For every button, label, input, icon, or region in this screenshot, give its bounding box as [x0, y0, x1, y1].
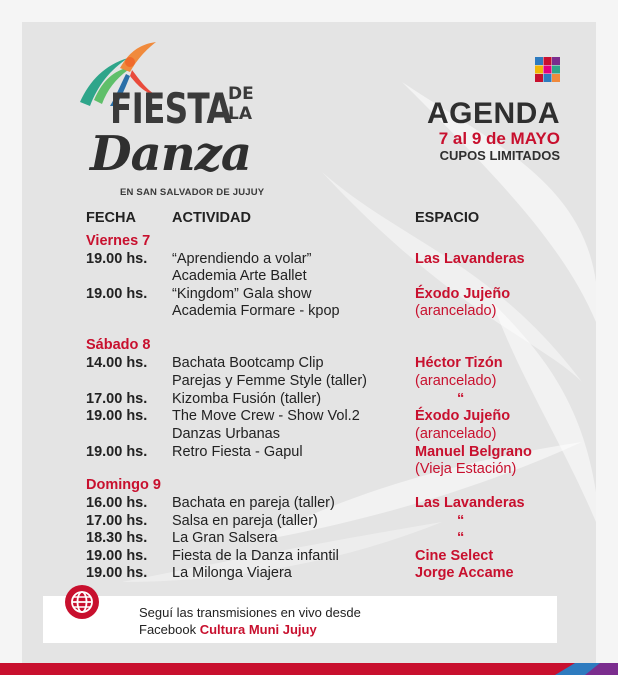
row-place: Cine Select [415, 548, 494, 564]
row-time: 19.00 hs. [86, 548, 148, 564]
logo-danza-text: Danza [90, 126, 251, 182]
row-activity: Academia Formare - kpop [172, 303, 340, 319]
logo-fiesta-text: FIESTA [110, 84, 232, 133]
row-activity: Bachata en pareja (taller) [172, 495, 335, 511]
color-squares-icon [535, 57, 560, 82]
bottom-color-bar [0, 663, 618, 675]
row-place: Éxodo Jujeño [415, 286, 511, 302]
row-place: (arancelado) [415, 426, 497, 442]
row-place: “ [457, 391, 465, 407]
globe-icon [65, 585, 99, 619]
row-place: (arancelado) [415, 303, 497, 319]
row-activity: “Aprendiendo a volar” [172, 251, 312, 267]
facebook-page-link[interactable]: Cultura Muni Jujuy [199, 622, 317, 637]
header-actividad: ACTIVIDAD [172, 210, 251, 226]
agenda-dates: 7 al 9 de MAYO [438, 129, 560, 148]
row-time: 18.30 hs. [86, 530, 148, 546]
row-time: 19.00 hs. [86, 251, 148, 267]
row-place: (arancelado) [415, 373, 497, 389]
agenda-note: CUPOS LIMITADOS [439, 148, 560, 163]
header-espacio: ESPACIO [415, 210, 480, 226]
row-activity: Parejas y Femme Style (taller) [172, 373, 367, 389]
row-activity: Danzas Urbanas [172, 426, 280, 442]
row-place: “ [457, 530, 465, 546]
row-time: 19.00 hs. [86, 286, 148, 302]
streaming-line-1: Seguí las transmisiones en vivo desde [139, 605, 361, 620]
streaming-text [139, 604, 361, 638]
agenda-title: AGENDA [426, 97, 560, 130]
agenda-heading [427, 98, 560, 164]
row-activity: Salsa en pareja (taller) [172, 513, 318, 529]
logo-de-text: DE [228, 84, 254, 104]
header-fecha: FECHA [86, 210, 136, 226]
row-place: Jorge Accame [415, 565, 514, 581]
row-place: “ [457, 513, 465, 529]
row-time: 17.00 hs. [86, 391, 148, 407]
row-activity: La Milonga Viajera [172, 565, 292, 581]
row-activity: “Kingdom” Gala show [172, 286, 312, 302]
day-label: Domingo 9 [86, 477, 161, 493]
row-activity: Bachata Bootcamp Clip [172, 355, 324, 371]
row-time: 19.00 hs. [86, 444, 148, 460]
day-label: Sábado 8 [86, 337, 151, 353]
day-label: Viernes 7 [86, 233, 151, 249]
row-place: (Vieja Estación) [415, 461, 517, 477]
streaming-banner [43, 596, 557, 643]
row-activity: Retro Fiesta - Gapul [172, 444, 303, 460]
row-place: Héctor Tizón [415, 355, 503, 371]
agenda-card [22, 22, 596, 670]
streaming-line-2 [139, 621, 361, 638]
festival-logo [50, 40, 270, 205]
row-time: 14.00 hs. [86, 355, 148, 371]
row-activity: Academia Arte Ballet [172, 268, 307, 284]
row-place: Las Lavanderas [415, 495, 525, 511]
row-activity: Fiesta de la Danza infantil [172, 548, 339, 564]
row-time: 19.00 hs. [86, 408, 148, 424]
logo-la-text: LA [228, 104, 252, 124]
row-place: Manuel Belgrano [415, 444, 532, 460]
logo-subtitle: EN SAN SALVADOR DE JUJUY [120, 187, 265, 198]
row-activity: La Gran Salsera [172, 530, 278, 546]
row-time: 16.00 hs. [86, 495, 148, 511]
row-time: 19.00 hs. [86, 565, 148, 581]
row-place: Éxodo Jujeño [415, 408, 511, 424]
row-time: 17.00 hs. [86, 513, 148, 529]
row-activity: The Move Crew - Show Vol.2 [172, 408, 360, 424]
row-place: Las Lavanderas [415, 251, 525, 267]
streaming-prefix: Facebook [139, 622, 200, 637]
row-activity: Kizomba Fusión (taller) [172, 391, 322, 407]
